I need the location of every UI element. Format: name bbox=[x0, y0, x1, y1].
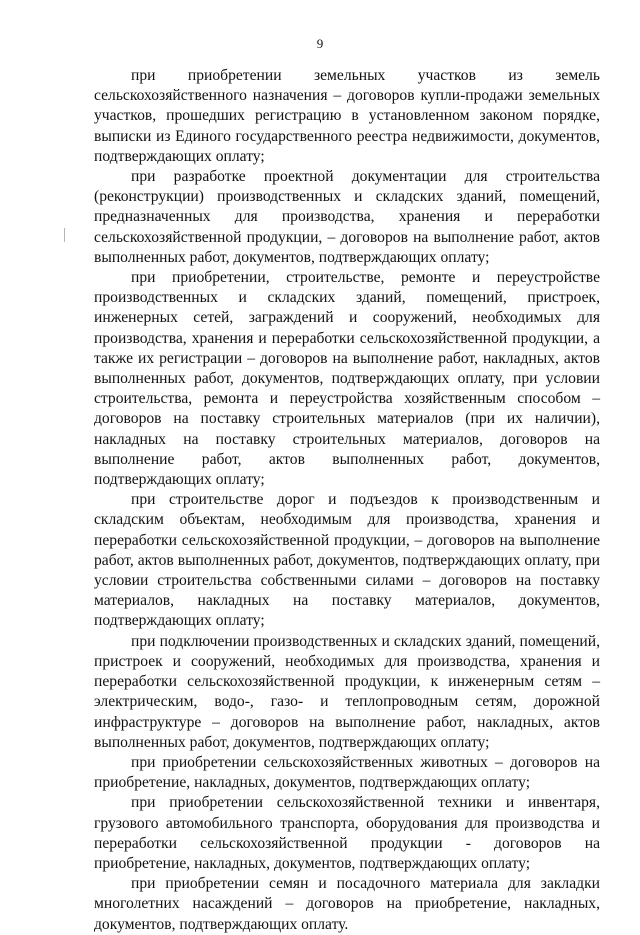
paragraph-roads-construction: при строительстве дорог и подъездов к производственным и складским объектам, необходимым для производства, хранения и переработки сельскохозяйственной продукции, – договоров на выполнение работ, актов выполненных работ, документов, подтверждающих оплату, при условии строительства собственными силами – договоров на поставку материалов, накладных на поставку материалов, документов, подтверждающих оплату; bbox=[94, 491, 600, 630]
document-body bbox=[94, 66, 600, 935]
margin-mark bbox=[64, 228, 65, 242]
paragraph-livestock-purchase: при приобретении сельскохозяйственных животных – договоров на приобретение, накладных, документов, подтверждающих оплату; bbox=[94, 753, 600, 792]
paragraph-seeds-purchase: при приобретении семян и посадочного материала для закладки многолетних насаждений – договоров на приобретение, накладных, документов, подтверждающих оплату. bbox=[94, 875, 600, 933]
paragraph-equipment-purchase: при приобретении сельскохозяйственной техники и инвентаря, грузового автомобильного транспорта, оборудования для производства и переработки сельскохозяйственной продукции - договоров на приобретение, накладных, документов, подтверждающих оплату; bbox=[94, 794, 600, 872]
paragraph-buildings-construction: при приобретении, строительстве, ремонте и переустройстве производственных и складских зданий, помещений, пристроек, инженерных сетей, заграждений и сооружений, необходимых для производства, хранения и переработки сельскохозяйственной продукции, а также их регистрации – договоров на выполнение работ, накладных, актов выполненных работ, документов, подтверждающих оплату, при условии строительства, ремонта и переустройства хозяйственным способом – договоров на поставку строительных материалов (при их наличии), накладных на поставку строительных материалов, договоров на выполнение работ, актов выполненных работ, документов, подтверждающих оплату; bbox=[94, 269, 600, 489]
paragraph-land-purchase: при приобретении земельных участков из земель сельскохозяйственного назначения – договоров купли-продажи земельных участков, прошедших регистрацию в установленном законом порядке, выписки из Единого государственного реестра недвижимости, документов, подтверждающих оплату; bbox=[94, 67, 600, 165]
page-number: 9 bbox=[316, 36, 324, 51]
paragraph-design-documentation: при разработке проектной документации для строительства (реконструкции) производственных и складских зданий, помещений, предназначенных для производства, хранения и переработки сельскохозяйственной продукции, – договоров на выполнение работ, актов выполненных работ, документов, подтверждающих оплату; bbox=[94, 168, 600, 266]
paragraph-utility-connection: при подключении производственных и складских зданий, помещений, пристроек и сооружений, необходимых для производства, хранения и переработки сельскохозяйственной продукции, к инженерным сетям – электрическим, водо-, газо- и теплопроводным сетям, дорожной инфраструктуре – договоров на выполнение работ, накладных, актов выполненных работ, документов, подтверждающих оплату; bbox=[94, 632, 600, 751]
